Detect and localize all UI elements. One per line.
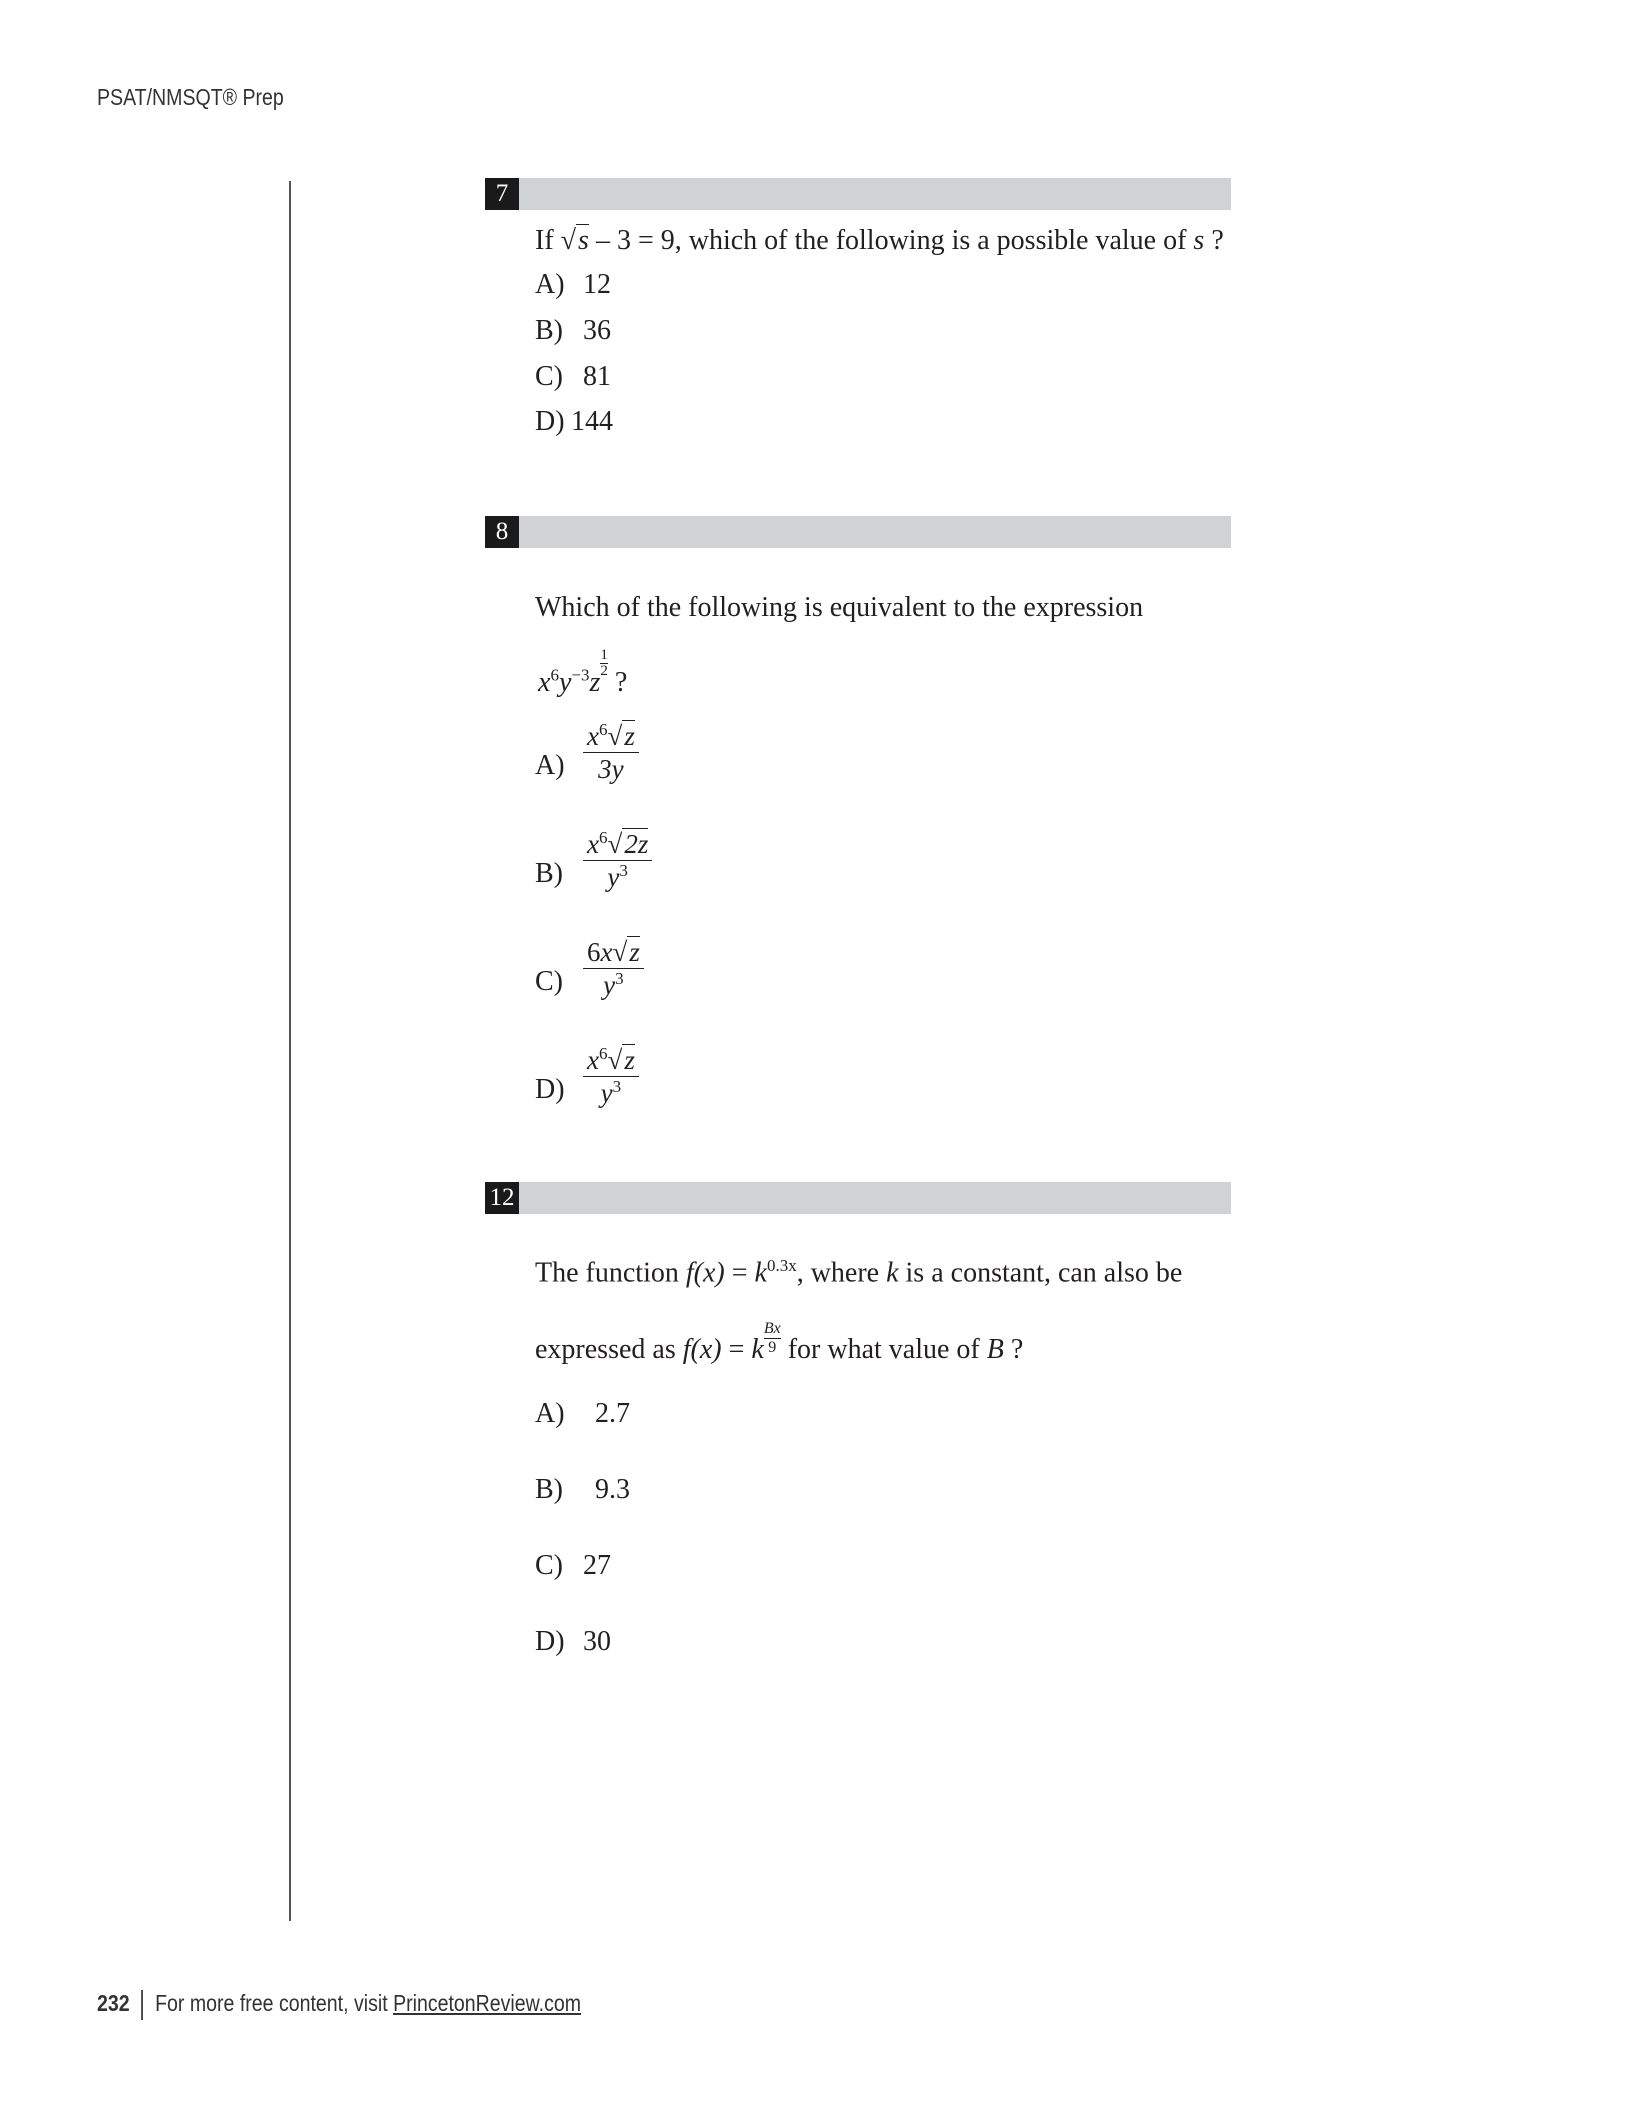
question-12-stem-line2: expressed as f(x) = k $^{\frac{Bx}{9}}$ for what value of B ? [535, 1320, 1024, 1365]
choice-c[interactable]: C) $\frac{6x√z}{y^3}$ [535, 936, 735, 1016]
question-7-bar [485, 178, 1231, 210]
footer-divider [142, 1990, 144, 2020]
choice-a[interactable]: A) 12 [535, 269, 611, 300]
question-8-stem: Which of the following is equivalent to the expression [535, 592, 1144, 623]
question-12-bar [485, 1182, 1231, 1214]
page-number: 232 [97, 1990, 130, 2017]
footer-text: For more free content, visit [155, 1990, 394, 2017]
choice-d[interactable]: D) 30 [535, 1626, 611, 1657]
choice-c[interactable]: C) 27 [535, 1550, 611, 1581]
choice-a[interactable]: A) $\frac{x^6√z}{3y}$ [535, 720, 735, 800]
choice-c[interactable]: C) 81 [535, 361, 611, 392]
margin-rule [289, 181, 291, 1921]
choice-a[interactable]: A) 2.7 [535, 1398, 630, 1429]
question-number: 12 [485, 1182, 519, 1214]
choice-b[interactable]: B) $\frac{x^6√2z}{y^3}$ [535, 828, 735, 908]
question-8-bar [485, 516, 1231, 548]
question-7-stem: If √s – 3 = 9, which of the following is a possible value of s ? [535, 225, 1224, 256]
choice-b[interactable]: B) 36 [535, 315, 611, 346]
princeton-review-link[interactable]: PrincetonReview.com [393, 1990, 582, 2017]
choice-d[interactable]: D) 144 [535, 406, 613, 437]
question-number: 8 [485, 516, 519, 548]
choice-b[interactable]: B) 9.3 [535, 1474, 630, 1505]
question-8-expression: $x^6y^{-3}z$ $^{\frac{1}{2}}$ ? [538, 647, 628, 698]
choice-d[interactable]: D) $\frac{x^6√z}{y^3}$ [535, 1044, 735, 1124]
question-12-stem-line1: The function $f(x) = k^{0.3x}$, where k is a constant, can also be [535, 1256, 1183, 1289]
running-header: PSAT/NMSQT® Prep [97, 84, 284, 110]
question-number: 7 [485, 178, 519, 210]
footer [97, 1990, 581, 2020]
